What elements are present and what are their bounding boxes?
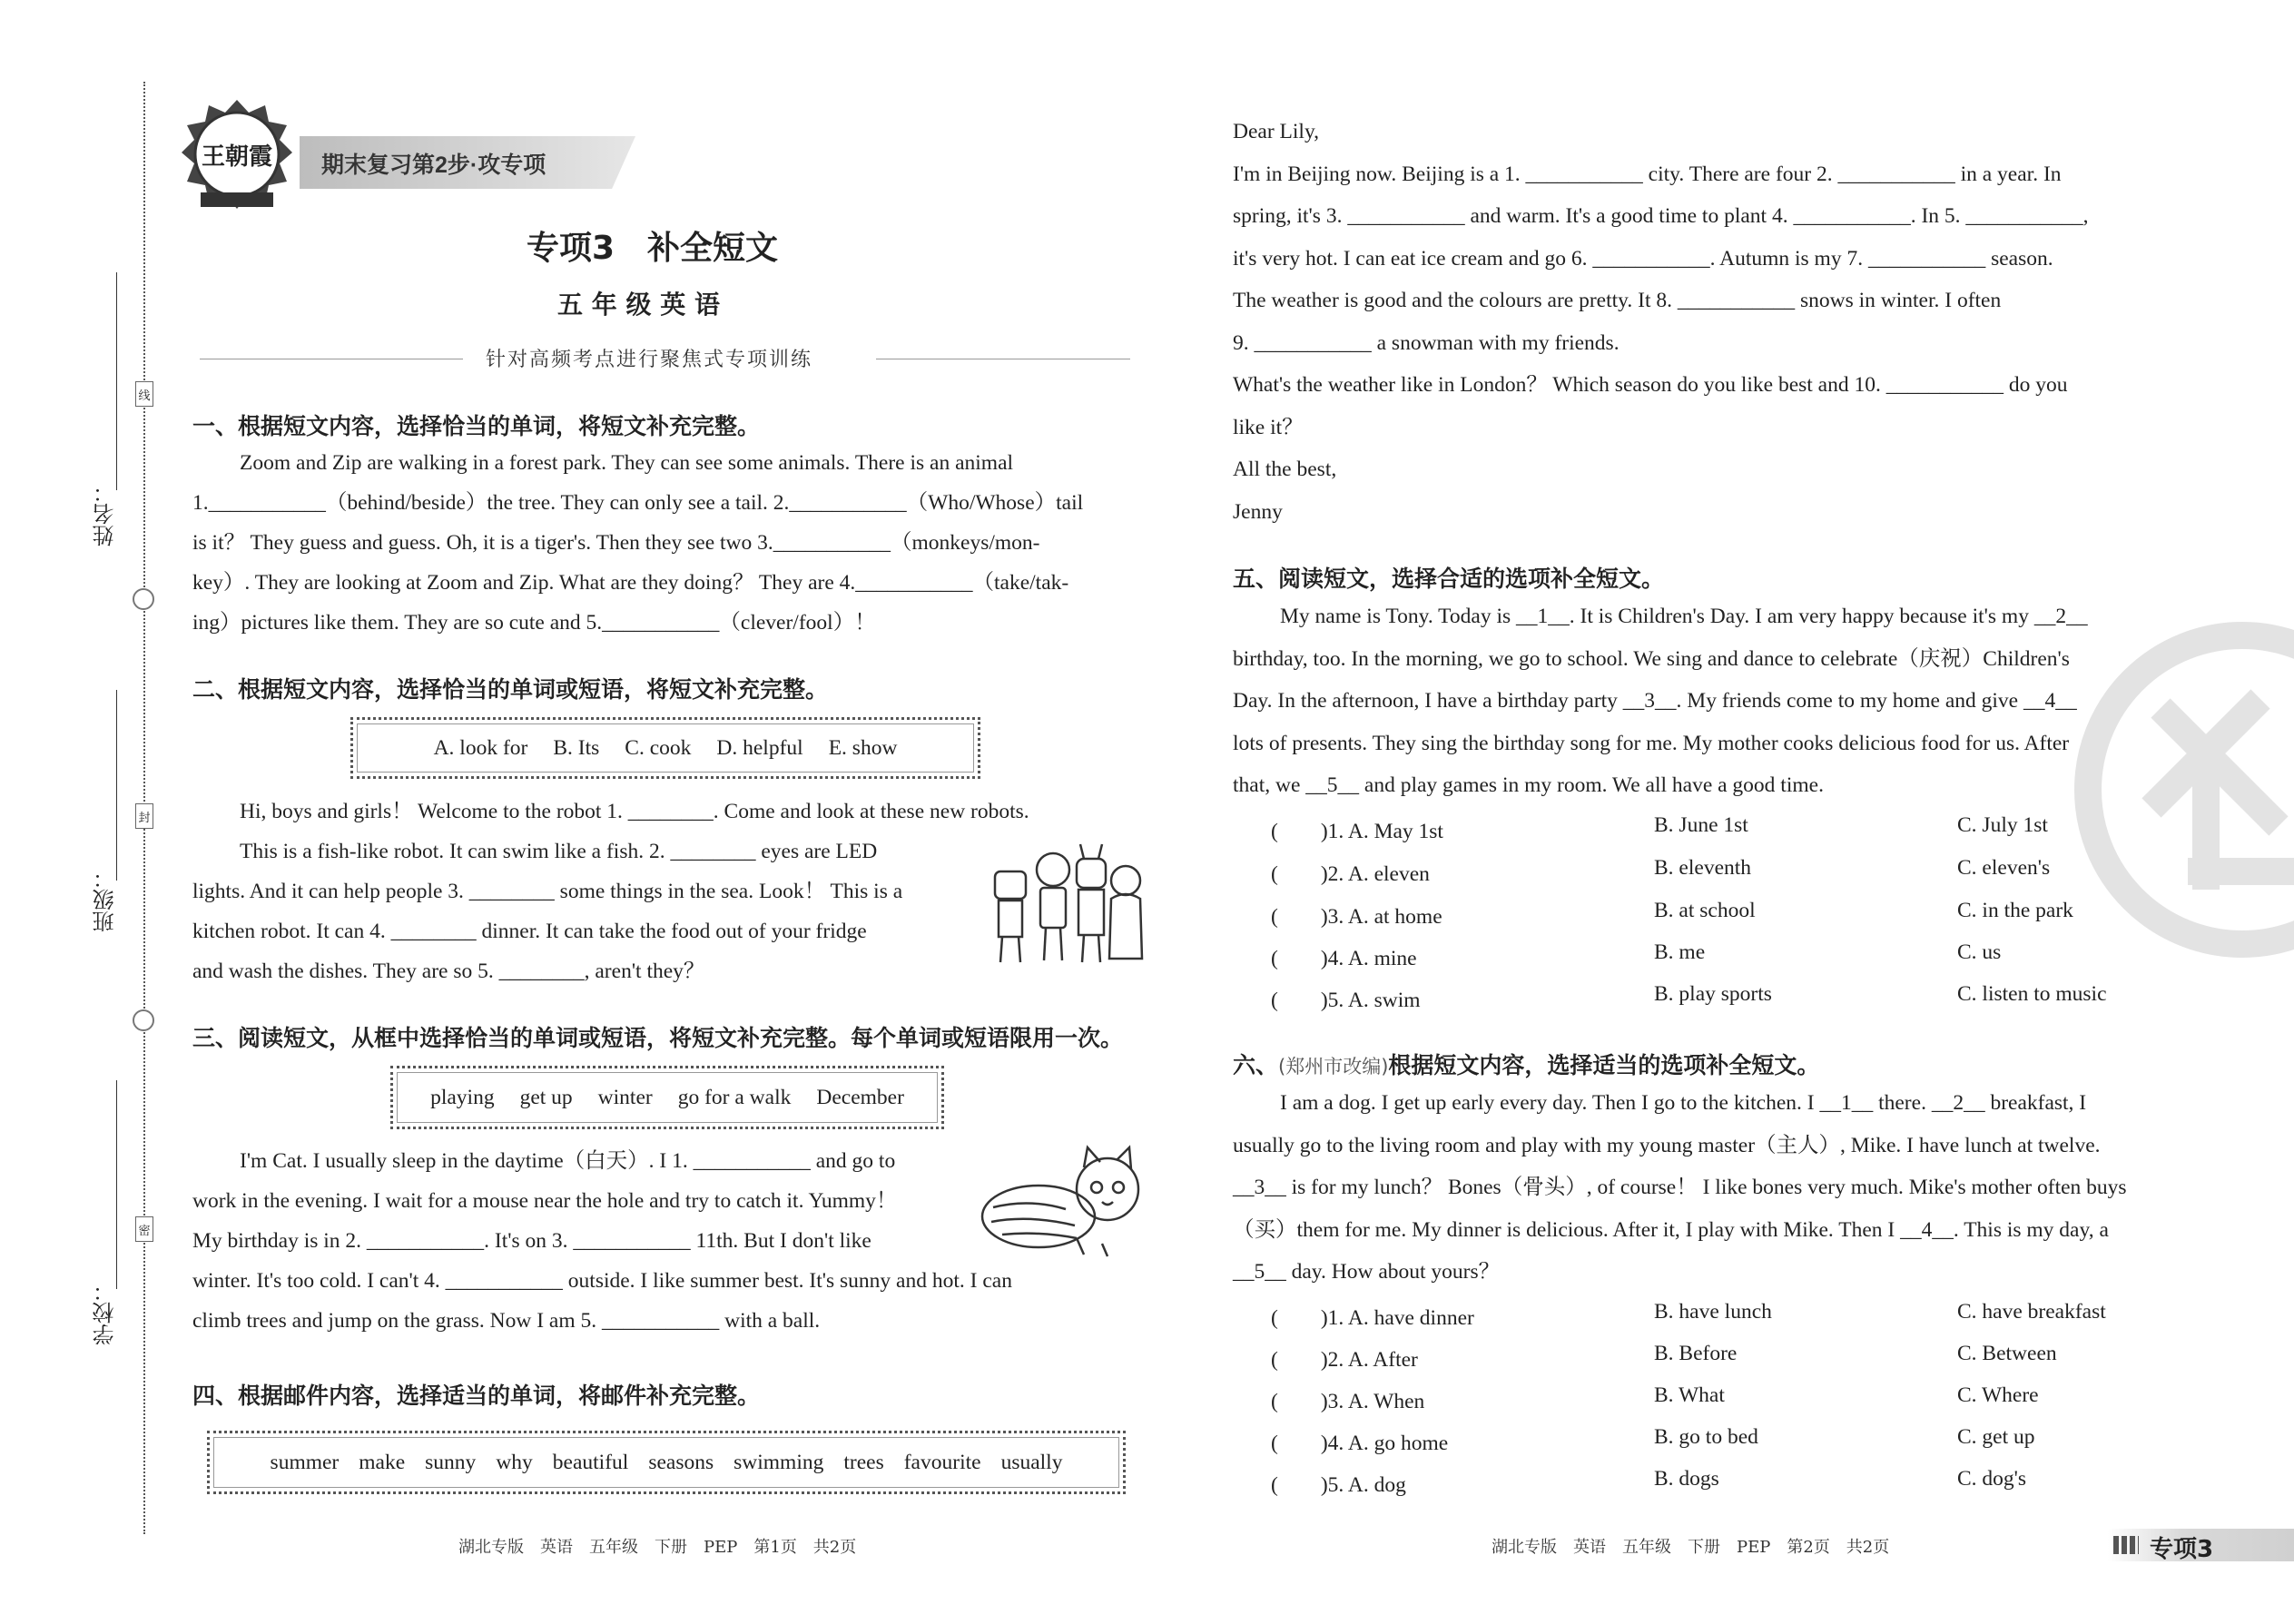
question-option-b[interactable]: B. What bbox=[1654, 1383, 1725, 1407]
school-field[interactable] bbox=[116, 1080, 117, 1289]
letter-line: The weather is good and the colours are pretty. It 8. ___________ snows in winter. I often bbox=[1233, 289, 2002, 312]
seal-char-feng: 封 bbox=[135, 803, 153, 829]
passage-line: 1.___________（behind/beside）the tree. They can only see a tail. 2.___________（Who/Whose）tail bbox=[192, 491, 1084, 515]
question-option-a[interactable]: ( )5. A. dog bbox=[1271, 1473, 1406, 1497]
question-option-c[interactable]: C. in the park bbox=[1957, 899, 2073, 922]
word-option: trees bbox=[843, 1450, 884, 1474]
ornament-icon bbox=[133, 588, 154, 610]
letter-line: 9. ___________ a snowman with my friends. bbox=[1233, 330, 1620, 355]
passage-line: ing）pictures like them. They are so cute and 5.___________（clever/fool）！ bbox=[192, 611, 876, 635]
word-bank-4 bbox=[207, 1431, 1126, 1494]
letter bbox=[1233, 111, 2177, 533]
class-field[interactable] bbox=[116, 690, 117, 881]
passage-line: lots of presents. They sing the birthday song for me. My mother cooks delicious food for us. After bbox=[1233, 731, 2070, 755]
question-option-a[interactable]: ( )1. A. May 1st bbox=[1271, 820, 1443, 843]
word-option: December bbox=[816, 1085, 904, 1109]
word-bank-3 bbox=[390, 1066, 944, 1129]
cat-illustration bbox=[975, 1144, 1147, 1262]
logo bbox=[178, 98, 296, 216]
letter-signature: Jenny bbox=[1233, 499, 1283, 524]
passage-line: __3__ is for my lunch？ Bones（骨头）, of course！ I like bones very much. Mike's mother often buys bbox=[1233, 1176, 2127, 1199]
passage-line: I'm Cat. I usually sleep in the daytime（白天）. I 1. ___________ and go to bbox=[240, 1149, 896, 1173]
question-option-a[interactable]: ( )2. A. eleven bbox=[1271, 862, 1430, 886]
letter-line: like it？ bbox=[1233, 415, 1304, 439]
section5-passage bbox=[1233, 595, 2177, 807]
passage-line: kitchen robot. It can 4. ________ dinner. It can take the food out of your fridge bbox=[192, 920, 867, 943]
passage-line: birthday, too. In the morning, we go to school. We sing and dance to celebrate（庆祝）Children's bbox=[1233, 646, 2070, 671]
question-option-c[interactable]: C. dog's bbox=[1957, 1467, 2027, 1491]
name-field[interactable] bbox=[116, 272, 117, 490]
letter-closing: All the best, bbox=[1233, 458, 1337, 481]
name-label: 姓名： bbox=[93, 481, 118, 546]
ornament-icon bbox=[133, 1009, 154, 1031]
page-title: 专项3 补全短文 bbox=[527, 230, 779, 267]
word-option: get up bbox=[519, 1085, 573, 1109]
question-option-a[interactable]: ( )3. A. at home bbox=[1271, 905, 1442, 929]
question-option-a[interactable]: ( )1. A. have dinner bbox=[1271, 1306, 1474, 1330]
question-option-a[interactable]: ( )5. A. swim bbox=[1271, 989, 1421, 1012]
footer-left: 湖北专版 英语 五年级 下册 PEP 第1页 共2页 bbox=[458, 1538, 857, 1557]
question-option-b[interactable]: B. June 1st bbox=[1654, 813, 1748, 837]
passage-line: My birthday is in 2. ___________. It's on 3. ___________ 11th. But I don't like bbox=[192, 1229, 871, 1253]
page-subtitle: 五 年 级 英 语 bbox=[557, 290, 720, 320]
letter-greeting: Dear Lily, bbox=[1233, 120, 1320, 143]
header-banner-text: 期末复习第2步·攻专项 bbox=[321, 153, 546, 178]
passage-line: （买）them for me. My dinner is delicious. After it, I play with Mike. Then I __4__. This is my day, a bbox=[1233, 1217, 2109, 1242]
question-option-c[interactable]: C. eleven's bbox=[1957, 856, 2051, 880]
seal-char-mi: 密 bbox=[135, 1216, 153, 1242]
word-option: beautiful bbox=[552, 1450, 629, 1474]
word-option: why bbox=[496, 1450, 533, 1474]
section1-passage bbox=[192, 443, 1137, 643]
question-option-c[interactable]: C. July 1st bbox=[1957, 813, 2048, 837]
passage-line: This is a fish-like robot. It can swim like a fish. 2. ________ eyes are LED bbox=[240, 840, 878, 863]
section6-passage bbox=[1233, 1082, 2177, 1294]
passage-line: winter. It's too cold. I can't 4. ___________ outside. I like summer best. It's sunny and hot. I can bbox=[192, 1269, 1012, 1293]
word-option: sunny bbox=[425, 1450, 477, 1474]
question-option-b[interactable]: B. Before bbox=[1654, 1342, 1738, 1365]
question-option-c[interactable]: C. Between bbox=[1957, 1342, 2057, 1365]
passage-line: climb trees and jump on the grass. Now I am 5. ___________ with a ball. bbox=[192, 1309, 821, 1333]
section6-heading-prefix: 六、 bbox=[1233, 1052, 1279, 1078]
section6-source: (郑州市改编) bbox=[1278, 1056, 1389, 1078]
letter-line: it's very hot. I can eat ice cream and go 6. ___________. Autumn is my 7. ___________ season. bbox=[1233, 246, 2053, 271]
tagline: 针对高频考点进行聚焦式专项训练 bbox=[486, 349, 813, 371]
footer-right: 湖北专版 英语 五年级 下册 PEP 第2页 共2页 bbox=[1492, 1538, 1890, 1557]
passage-line: is it？ They guess and guess. Oh, it is a tiger's. Then they see two 3.___________（monkeys/mon- bbox=[192, 531, 1040, 555]
passage-line: __5__ day. How about yours？ bbox=[1233, 1260, 1501, 1284]
word-option: go for a walk bbox=[677, 1085, 792, 1109]
robots-illustration bbox=[982, 835, 1146, 971]
binding-margin bbox=[0, 0, 172, 1624]
question-option-b[interactable]: B. have lunch bbox=[1654, 1300, 1772, 1324]
passage-line: key）. They are looking at Zoom and Zip. What are they doing？ They are 4.___________（take/tak- bbox=[192, 571, 1069, 595]
question-option-a[interactable]: ( )2. A. After bbox=[1271, 1348, 1418, 1372]
section6-heading-rest: 根据短文内容，选择适当的选项补全短文。 bbox=[1388, 1052, 1820, 1078]
letter-line: What's the weather like in London？ Which season do you like best and 10. ___________ do you bbox=[1233, 373, 2068, 397]
seal-char-xian: 线 bbox=[135, 381, 153, 407]
grid-icon bbox=[2113, 1536, 2139, 1554]
passage-line: Zoom and Zip are walking in a forest park. They can see some animals. There is an animal bbox=[240, 451, 1014, 475]
passage-line: My name is Tony. Today is __1__. It is Children's Day. I am very happy because it's my __2__ bbox=[1280, 605, 2088, 628]
word-option: B. Its bbox=[553, 735, 600, 760]
question-option-b[interactable]: B. eleventh bbox=[1654, 856, 1752, 880]
word-option: summer bbox=[270, 1450, 340, 1474]
school-label: 学校： bbox=[93, 1280, 118, 1345]
section3-heading: 三、阅读短文，从框中选择恰当的单词或短语，将短文补充完整。每个单词或短语限用一次。 bbox=[192, 1025, 1124, 1051]
question-option-c[interactable]: C. Where bbox=[1957, 1383, 2039, 1407]
word-option: D. helpful bbox=[716, 735, 803, 760]
section5-heading: 五、阅读短文，选择合适的选项补全短文。 bbox=[1233, 566, 1665, 592]
word-option: usually bbox=[1000, 1450, 1063, 1474]
section4-heading: 四、根据邮件内容，选择适当的单词，将邮件补充完整。 bbox=[192, 1383, 761, 1409]
word-bank-2 bbox=[350, 717, 980, 779]
question-option-b[interactable]: B. go to bed bbox=[1654, 1425, 1758, 1449]
word-option: seasons bbox=[648, 1450, 714, 1474]
question-option-b[interactable]: B. dogs bbox=[1654, 1467, 1719, 1491]
section2-passage bbox=[192, 792, 1029, 991]
word-option: winter bbox=[597, 1085, 653, 1109]
class-label: 班级： bbox=[93, 867, 118, 932]
passage-line: that, we __5__ and play games in my room. We all have a good time. bbox=[1233, 773, 1824, 797]
word-option: E. show bbox=[828, 735, 898, 760]
word-option: A. look for bbox=[433, 735, 528, 760]
letter-line: I'm in Beijing now. Beijing is a 1. ___________ city. There are four 2. ___________ in a year. In bbox=[1233, 162, 2062, 186]
question-option-a[interactable]: ( )4. A. mine bbox=[1271, 947, 1417, 970]
word-option: make bbox=[359, 1450, 406, 1474]
question-option-b[interactable]: B. play sports bbox=[1654, 982, 1772, 1006]
question-option-b[interactable]: B. at school bbox=[1654, 899, 1756, 922]
question-option-c[interactable]: C. have breakfast bbox=[1957, 1300, 2106, 1324]
word-option: favourite bbox=[903, 1450, 981, 1474]
letter-line: spring, it's 3. ___________ and warm. It's a good time to plant 4. ___________. In 5. ___________, bbox=[1233, 204, 2089, 228]
section6-heading bbox=[1233, 1048, 1819, 1080]
question-option-c[interactable]: C. us bbox=[1957, 940, 2002, 964]
passage-line: lights. And it can help people 3. ________ some things in the sea. Look！ This is a bbox=[192, 880, 903, 903]
word-option: C. cook bbox=[625, 735, 692, 760]
passage-line: usually go to the living room and play with my young master（主人）, Mike. I have lunch at twelve. bbox=[1233, 1133, 2101, 1157]
section1-heading: 一、根据短文内容，选择恰当的单词，将短文补充完整。 bbox=[192, 413, 761, 439]
section2-heading: 二、根据短文内容，选择恰当的单词或短语，将短文补充完整。 bbox=[192, 676, 829, 703]
word-option: playing bbox=[430, 1085, 495, 1109]
question-option-b[interactable]: B. me bbox=[1654, 940, 1706, 964]
question-option-c[interactable]: C. listen to music bbox=[1957, 982, 2107, 1006]
word-option: swimming bbox=[733, 1450, 824, 1474]
passage-line: work in the evening. I wait for a mouse near the hole and try to catch it. Yummy！ bbox=[192, 1189, 898, 1213]
question-option-a[interactable]: ( )4. A. go home bbox=[1271, 1432, 1449, 1455]
passage-line: and wash the dishes. They are so 5. ________, aren't they？ bbox=[192, 960, 705, 983]
footer-tab: 专项3 bbox=[2150, 1536, 2214, 1563]
passage-line: I am a dog. I get up early every day. Then I go to the kitchen. I __1__ there. __2__ breakfast, I bbox=[1280, 1091, 2087, 1115]
passage-line: Day. In the afternoon, I have a birthday party __3__. My friends come to my home and give __4__ bbox=[1233, 689, 2077, 713]
question-option-a[interactable]: ( )3. A. When bbox=[1271, 1390, 1425, 1413]
logo-text: 王朝霞 bbox=[201, 143, 272, 171]
question-option-c[interactable]: C. get up bbox=[1957, 1425, 2035, 1449]
passage-line: Hi, boys and girls！ Welcome to the robot 1. ________. Come and look at these new robots. bbox=[240, 800, 1029, 823]
